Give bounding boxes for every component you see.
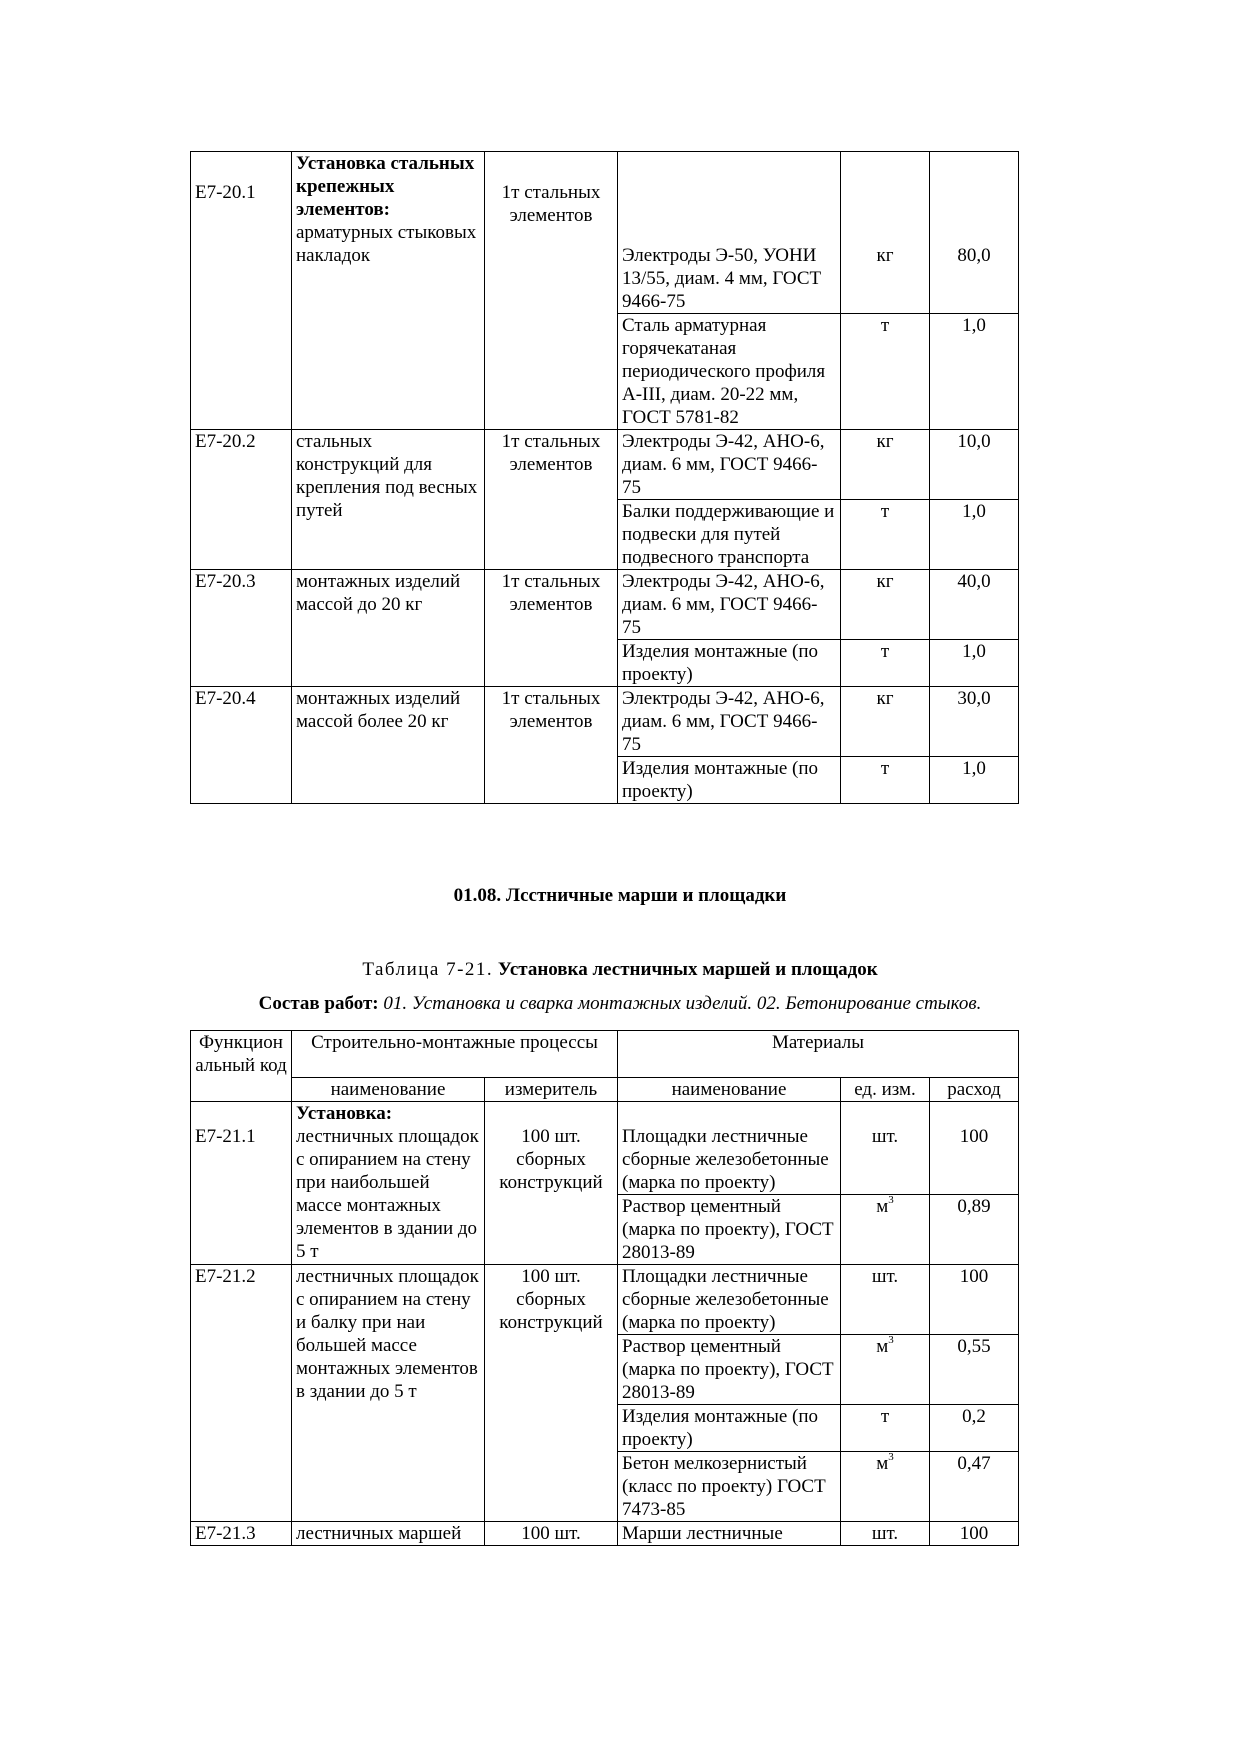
row-name: монтажных изделий массой более 20 кг	[292, 687, 485, 804]
material-name: Сталь арматурная горячекатаная периодического профиля А-III, диам. 20-22 мм, ГОСТ 5781-82	[618, 314, 841, 430]
row-unit: 100 шт.	[485, 1522, 618, 1546]
material-name: Раствор цементный (марка по проекту), ГОСТ 28013-89	[618, 1195, 841, 1265]
material-name: Электроды Э-50, УОНИ 13/55, диам. 4 мм, ГОСТ 9466-75	[618, 152, 841, 314]
material-qty: 0,47	[930, 1452, 1019, 1522]
material-uom: кг	[841, 570, 930, 640]
material-uom: кг	[841, 430, 930, 500]
header-qty: расход	[930, 1078, 1019, 1102]
material-name: Изделия монтажные (по проекту)	[618, 1405, 841, 1452]
table-caption-label: Таблица 7-21.	[362, 959, 494, 980]
uom-sup: 3	[888, 1333, 894, 1346]
row-name: монтажных изделий массой до 20 кг	[292, 570, 485, 687]
table-7-21	[190, 1030, 1019, 1546]
work-composition-text: 01. Установка и сварка монтажных изделий. 02. Бетонирование стыков.	[383, 993, 982, 1014]
section-heading	[0, 884, 1240, 907]
table-row	[191, 430, 1019, 500]
material-name: Электроды Э-42, АНО-6, диам. 6 мм, ГОСТ 9466-75	[618, 430, 841, 500]
material-name: Бетон мелкозернистый (класс по проекту) ГОСТ 7473-85	[618, 1452, 841, 1522]
header-meter: измеритель	[485, 1078, 618, 1102]
table-caption	[0, 958, 1240, 981]
row-code: Е7-20.3	[191, 570, 292, 687]
uom-text: м	[876, 1196, 889, 1217]
material-qty: 80,0	[930, 152, 1019, 314]
material-uom: шт.	[841, 1522, 930, 1546]
material-name: Электроды Э-42, АНО-6, диам. 6 мм, ГОСТ 9466-75	[618, 570, 841, 640]
row-name: лестничных маршей	[292, 1522, 485, 1546]
row-unit: 1т стальных элементов	[485, 430, 618, 570]
material-qty: 100	[930, 1102, 1019, 1195]
material-name: Раствор цементный (марка по проекту), ГОСТ 28013-89	[618, 1335, 841, 1405]
material-uom: шт.	[841, 1265, 930, 1335]
material-name: Балки поддерживающие и подвески для путей подвесного транспорта	[618, 500, 841, 570]
material-name: Марши лестничные	[618, 1522, 841, 1546]
row-name: лестничных площадок с опиранием на стену и балку при наи большей массе монтажных элементов в здании до 5 т	[292, 1265, 485, 1522]
material-uom	[841, 1452, 930, 1522]
header-materials: Материалы	[618, 1031, 1019, 1078]
material-name: Электроды Э-42, АНО-6, диам. 6 мм, ГОСТ 9466-75	[618, 687, 841, 757]
row-unit: 100 шт. сборных конструкций	[485, 1102, 618, 1265]
header-processes: Строительно-монтажные процессы	[292, 1031, 618, 1078]
row-unit: 100 шт. сборных конструкций	[485, 1265, 618, 1522]
table-row	[191, 1522, 1019, 1546]
header-name: наименование	[292, 1078, 485, 1102]
material-uom	[841, 1195, 930, 1265]
table-row	[191, 687, 1019, 757]
material-qty: 100	[930, 1522, 1019, 1546]
material-uom: кг	[841, 687, 930, 757]
material-qty: 10,0	[930, 430, 1019, 500]
material-uom: т	[841, 314, 930, 430]
material-name: Площадки лестничные сборные железобетонные (марка по проекту)	[618, 1265, 841, 1335]
uom-text: м	[876, 1453, 889, 1474]
material-uom: т	[841, 500, 930, 570]
material-qty: 1,0	[930, 314, 1019, 430]
material-name: Площадки лестничные сборные железобетонные (марка по проекту)	[618, 1102, 841, 1195]
material-qty: 1,0	[930, 500, 1019, 570]
row-name	[292, 1102, 485, 1265]
material-uom: т	[841, 757, 930, 804]
work-composition	[0, 992, 1240, 1015]
uom-sup: 3	[888, 1193, 894, 1206]
table-header-row	[191, 1078, 1019, 1102]
row-code: Е7-20.4	[191, 687, 292, 804]
material-qty: 1,0	[930, 640, 1019, 687]
header-mat-name: наименование	[618, 1078, 841, 1102]
table-7-20-continuation	[190, 151, 1019, 804]
material-uom: т	[841, 640, 930, 687]
row-name-heading: Установка:	[296, 1103, 393, 1124]
row-name	[292, 152, 485, 430]
material-name: Изделия монтажные (по проекту)	[618, 640, 841, 687]
table-row	[191, 570, 1019, 640]
uom-sup: 3	[888, 1450, 894, 1463]
material-uom: кг	[841, 152, 930, 314]
material-uom: т	[841, 1405, 930, 1452]
material-qty: 40,0	[930, 570, 1019, 640]
table-row	[191, 1265, 1019, 1335]
row-code: Е7-21.2	[191, 1265, 292, 1522]
material-name: Изделия монтажные (по проекту)	[618, 757, 841, 804]
row-code: Е7-21.3	[191, 1522, 292, 1546]
table-row	[191, 1102, 1019, 1195]
material-uom: шт.	[841, 1102, 930, 1195]
row-name-heading: Установка стальных крепежных элементов:	[296, 153, 475, 220]
material-qty: 1,0	[930, 757, 1019, 804]
row-unit: 1т стальных элементов	[485, 152, 618, 430]
material-uom	[841, 1335, 930, 1405]
row-name: стальных конструкций для крепления под весных путей	[292, 430, 485, 570]
work-composition-label: Состав работ:	[258, 993, 379, 1014]
header-uom: ед. изм.	[841, 1078, 930, 1102]
row-unit: 1т стальных элементов	[485, 687, 618, 804]
material-qty: 0,89	[930, 1195, 1019, 1265]
row-code: Е7-20.1	[191, 152, 292, 430]
material-qty: 0,55	[930, 1335, 1019, 1405]
material-qty: 30,0	[930, 687, 1019, 757]
table-caption-title: Установка лестничных маршей и площадок	[497, 959, 878, 980]
row-name-text: лестничных площадок с опиранием на стену при наибольшей массе монтажных элементов в здании до 5 т	[296, 1126, 479, 1262]
row-unit: 1т стальных элементов	[485, 570, 618, 687]
row-code: Е7-21.1	[191, 1102, 292, 1265]
header-func-code: Функциональный код	[191, 1031, 292, 1102]
material-qty: 0,2	[930, 1405, 1019, 1452]
row-name-text: арматурных стыковых накладок	[296, 222, 477, 266]
section-heading-text: 01.08. Лсстничные марши и площадки	[453, 885, 787, 906]
row-code: Е7-20.2	[191, 430, 292, 570]
uom-text: м	[876, 1336, 889, 1357]
table-header-row	[191, 1031, 1019, 1078]
table-row	[191, 152, 1019, 314]
material-qty: 100	[930, 1265, 1019, 1335]
